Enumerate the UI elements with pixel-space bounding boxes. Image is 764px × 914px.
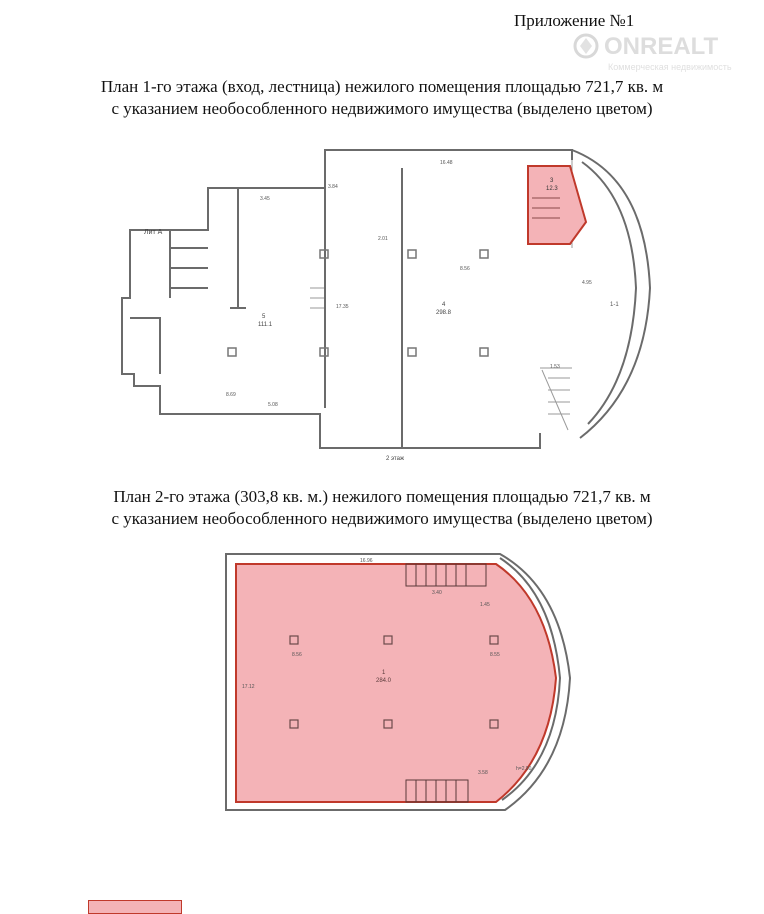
floor2-dim-1: 16.96 — [360, 558, 373, 564]
watermark-logo — [572, 26, 762, 74]
floor1-room-left-no: 5 — [262, 314, 266, 320]
floor2-dim-7: 17.12 — [242, 684, 255, 690]
plan1-title — [0, 76, 764, 120]
plan1-title-line2: с указанием необособленного недвижимого имущества (выделено цветом) — [111, 99, 653, 118]
floor1-stair-no: 3 — [550, 178, 554, 184]
watermark-brand: ONREALT — [604, 33, 719, 60]
floor2-dim-5: 8.55 — [490, 652, 500, 658]
plan2-title-line1: План 2-го этажа (303,8 кв. м.) нежилого помещения площадью 721,7 кв. м — [113, 487, 651, 506]
watermark-tagline: Коммерческая недвижимость — [608, 62, 732, 72]
plan2-title-line2: с указанием необособленного недвижимого имущества (выделено цветом) — [111, 509, 653, 528]
floor1-dim-6: 8.69 — [226, 392, 236, 398]
floor2-dim-8: h=2.80 — [516, 766, 532, 772]
floor1-plan — [110, 138, 670, 468]
floor1-dim-7: 3.84 — [328, 184, 338, 190]
floor1-dim-9: 1.53 — [550, 364, 560, 370]
floor1-room-left-area: 111.1 — [258, 322, 273, 328]
floor2-dim-3: 1.45 — [480, 602, 490, 608]
floor1-caption: 2 этаж — [386, 456, 404, 462]
floor1-dim-1: 16.48 — [440, 160, 453, 166]
legend-swatch — [88, 900, 182, 914]
floor1-dim-2: 3.45 — [260, 196, 270, 202]
floor1-dim-3: 8.56 — [460, 266, 470, 272]
floor1-lit-label: Лит А — [144, 229, 163, 236]
floor1-dim-10: 4.95 — [582, 280, 592, 286]
floor1-room-main-area: 298.8 — [436, 310, 452, 316]
plan2-title — [0, 486, 764, 530]
floor2-dim-4: 8.56 — [292, 652, 302, 658]
floor1-dim-5: 5.08 — [268, 402, 278, 408]
floor1-highlight-stair — [528, 166, 586, 244]
floor2-highlight-room — [236, 564, 556, 802]
floor2-room-no: 1 — [382, 670, 386, 676]
floor2-dim-2: 3.40 — [432, 590, 442, 596]
floor1-dim-4: 17.35 — [336, 304, 349, 310]
floor2-dim-6: 3.58 — [478, 770, 488, 776]
plan1-title-line1: План 1-го этажа (вход, лестница) нежилого помещения площадью 721,7 кв. м — [100, 77, 664, 96]
floor1-dim-8: 2.01 — [378, 236, 388, 242]
floor1-stair-area: 12.3 — [546, 186, 558, 192]
floor2-room-area: 284.0 — [376, 678, 392, 684]
floor2-plan — [220, 548, 590, 828]
annex-label: Приложение №1 — [514, 11, 635, 30]
floor1-room-main-no: 4 — [442, 302, 446, 308]
floor1-section-mark: 1-1 — [610, 302, 619, 308]
